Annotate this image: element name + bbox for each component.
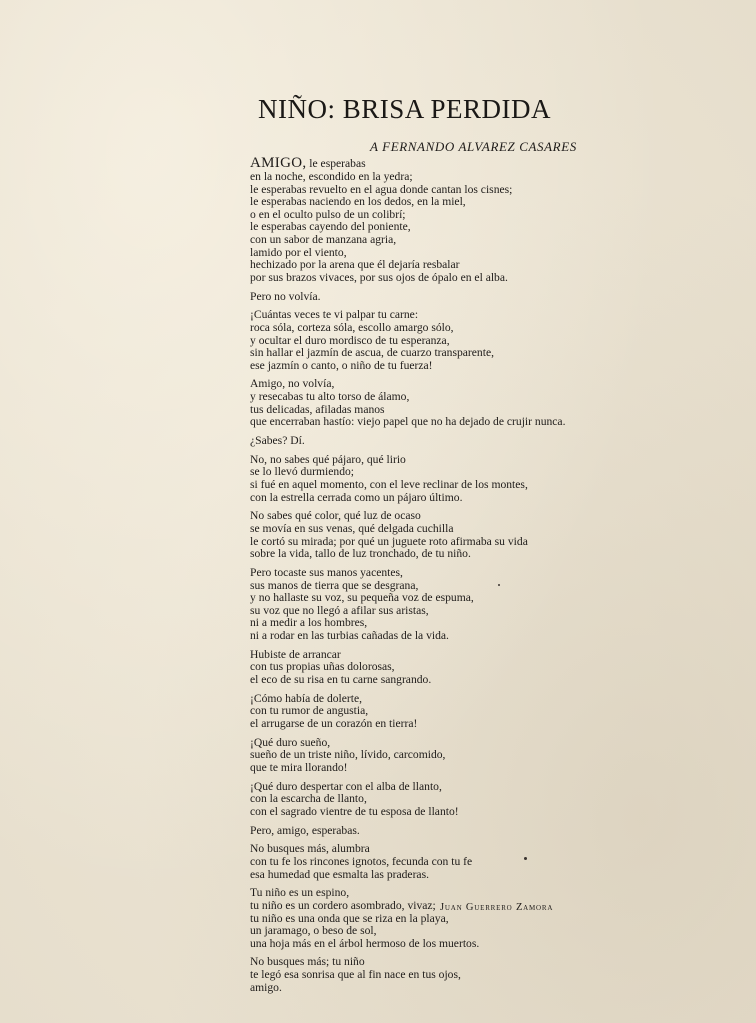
poem-line: sin hallar el jazmín de ascua, de cuarzo transparente, [250,346,494,360]
poem-signature: Juan Guerrero Zamora [440,902,554,913]
poem-dedication: A FERNANDO ALVAREZ CASARES [370,139,577,154]
poem-line: ese jazmín o canto, o niño de tu fuerza! [250,358,433,372]
poem-line: sueño de un triste niño, lívido, carcomido, [250,748,446,762]
poem-stanza [250,649,585,687]
poem-line: que te mira llorando! [250,760,348,774]
poem-stanza [250,567,585,643]
poem-line: amigo. [250,980,282,994]
poem-line: sobre la vida, tallo de luz tronchado, de tu niño. [250,547,471,561]
poem-line: ¡Qué duro sueño, [250,735,331,749]
poem-line: sus manos de tierra que se desgrana, [250,578,419,592]
poem-line: que encerraban hastío: viejo papel que no ha dejado de crujir nunca. [250,415,566,429]
poem-line: se lo llevó durmiendo; [250,465,355,479]
poem-line: y resecabas tu alto torso de álamo, [250,390,410,404]
poem-stanza [250,510,585,560]
poem-stanza [250,956,585,994]
paper-speck [498,584,500,586]
paper-speck [524,857,527,860]
poem-line: ni a rodar en las turbias cañadas de la vida. [250,628,449,642]
poem-line: el arrugarse de un corazón en tierra! [250,716,418,730]
poem-line: y ocultar el duro mordisco de tu esperanza, [250,333,450,347]
poem-title: NIÑO: BRISA PERDIDA [258,94,552,124]
poem-line: ¡Qué duro despertar con el alba de llanto, [250,779,442,793]
poem-line: No busques más; tu niño [250,955,365,969]
poem-line: ¡Cómo había de dolerte, [250,691,363,705]
poem-line: con un sabor de manzana agria, [250,232,397,246]
poem-line: le esperabas cayendo del poniente, [250,220,411,234]
poem-line: con el sagrado vientre de tu esposa de llanto! [250,804,459,818]
poem-line: No, no sabes qué pájaro, qué lirio [250,452,406,466]
poem-stanza [250,825,585,838]
poem-line: Pero, amigo, esperabas. [250,823,360,837]
poem-stanza [250,693,585,731]
poem-line: el eco de su risa en tu carne sangrando. [250,672,432,686]
poem-stanza [250,737,585,775]
poem-line: con tu rumor de angustia, [250,704,369,718]
poem-line: le esperabas revuelto en el agua donde cantan los cisnes; [250,182,513,196]
poem-line: Amigo, no volvía, [250,377,335,391]
poem-line: No busques más, alumbra [250,842,370,856]
poem-stanza [250,781,585,819]
poem-line: No sabes qué color, qué luz de ocaso [250,509,421,523]
poem-stanza [250,309,585,372]
poem-first-line-rest: le esperabas [306,157,366,170]
poem-line: tus delicadas, afiladas manos [250,402,385,416]
poem-line: y no hallaste su voz, su pequeña voz de espuma, [250,591,474,605]
poem-first-word: AMIGO, [250,155,307,171]
poem-line: Tu niño es un espino, [250,886,350,900]
poem-stanza [250,291,585,304]
poem-stanza [250,843,585,881]
poem-stanza [250,454,585,504]
poem-stanza [250,887,585,950]
poem-line: se movía en sus venas, qué delgada cuchilla [250,521,454,535]
poem-line: te legó esa sonrisa que al fin nace en tus ojos, [250,968,461,982]
poem-line: hechizado por la arena que él dejaría resbalar [250,258,460,272]
poem-line: Pero tocaste sus manos yacentes, [250,565,403,579]
poem-line: lamido por el viento, [250,245,347,259]
poem-line: le esperabas naciendo en los dedos, en la miel, [250,195,466,209]
poem-line: su voz que no llegó a afilar sus aristas, [250,603,429,617]
poem-line: roca sóla, corteza sóla, escollo amargo sólo, [250,320,454,334]
poem-line: en la noche, escondido en la yedra; [250,170,413,183]
poem-line: ¿Sabes? Dí. [250,434,305,448]
poem-stanza [250,435,585,448]
poem-stanza [250,171,585,284]
poem-line: Pero no volvía. [250,289,321,303]
poem-line: tu niño es un cordero asombrado, vivaz; [250,898,436,912]
poem-line: le cortó su mirada; por qué un juguete roto afirmaba su vida [250,534,528,548]
poem-line: esa humedad que esmalta las praderas. [250,867,429,881]
poem-body [250,156,585,1000]
poem-line: con la escarcha de llanto, [250,792,367,806]
poem-first-line [250,156,585,171]
poem-line: tu niño es una onda que se riza en la playa, [250,911,449,925]
poem-line: con tus propias uñas dolorosas, [250,660,395,674]
poem-line: Hubiste de arrancar [250,647,341,661]
poem-line: una hoja más en el árbol hermoso de los muertos. [250,936,480,950]
poem-line: por sus brazos vivaces, por sus ojos de ópalo en el alba. [250,270,508,284]
poem-line: con tu fe los rincones ignotos, fecunda con tu fe [250,854,473,868]
poem-line: con la estrella cerrada como un pájaro último. [250,490,463,504]
poem-stanza [250,378,585,428]
poem-line: ni a medir a los hombres, [250,616,368,630]
poem-line: si fué en aquel momento, con el leve reclinar de los montes, [250,478,528,491]
poem-line: un jaramago, o beso de sol, [250,924,377,938]
poem-line: o en el oculto pulso de un colibrí; [250,207,406,221]
poem-line: ¡Cuántas veces te vi palpar tu carne: [250,308,419,322]
